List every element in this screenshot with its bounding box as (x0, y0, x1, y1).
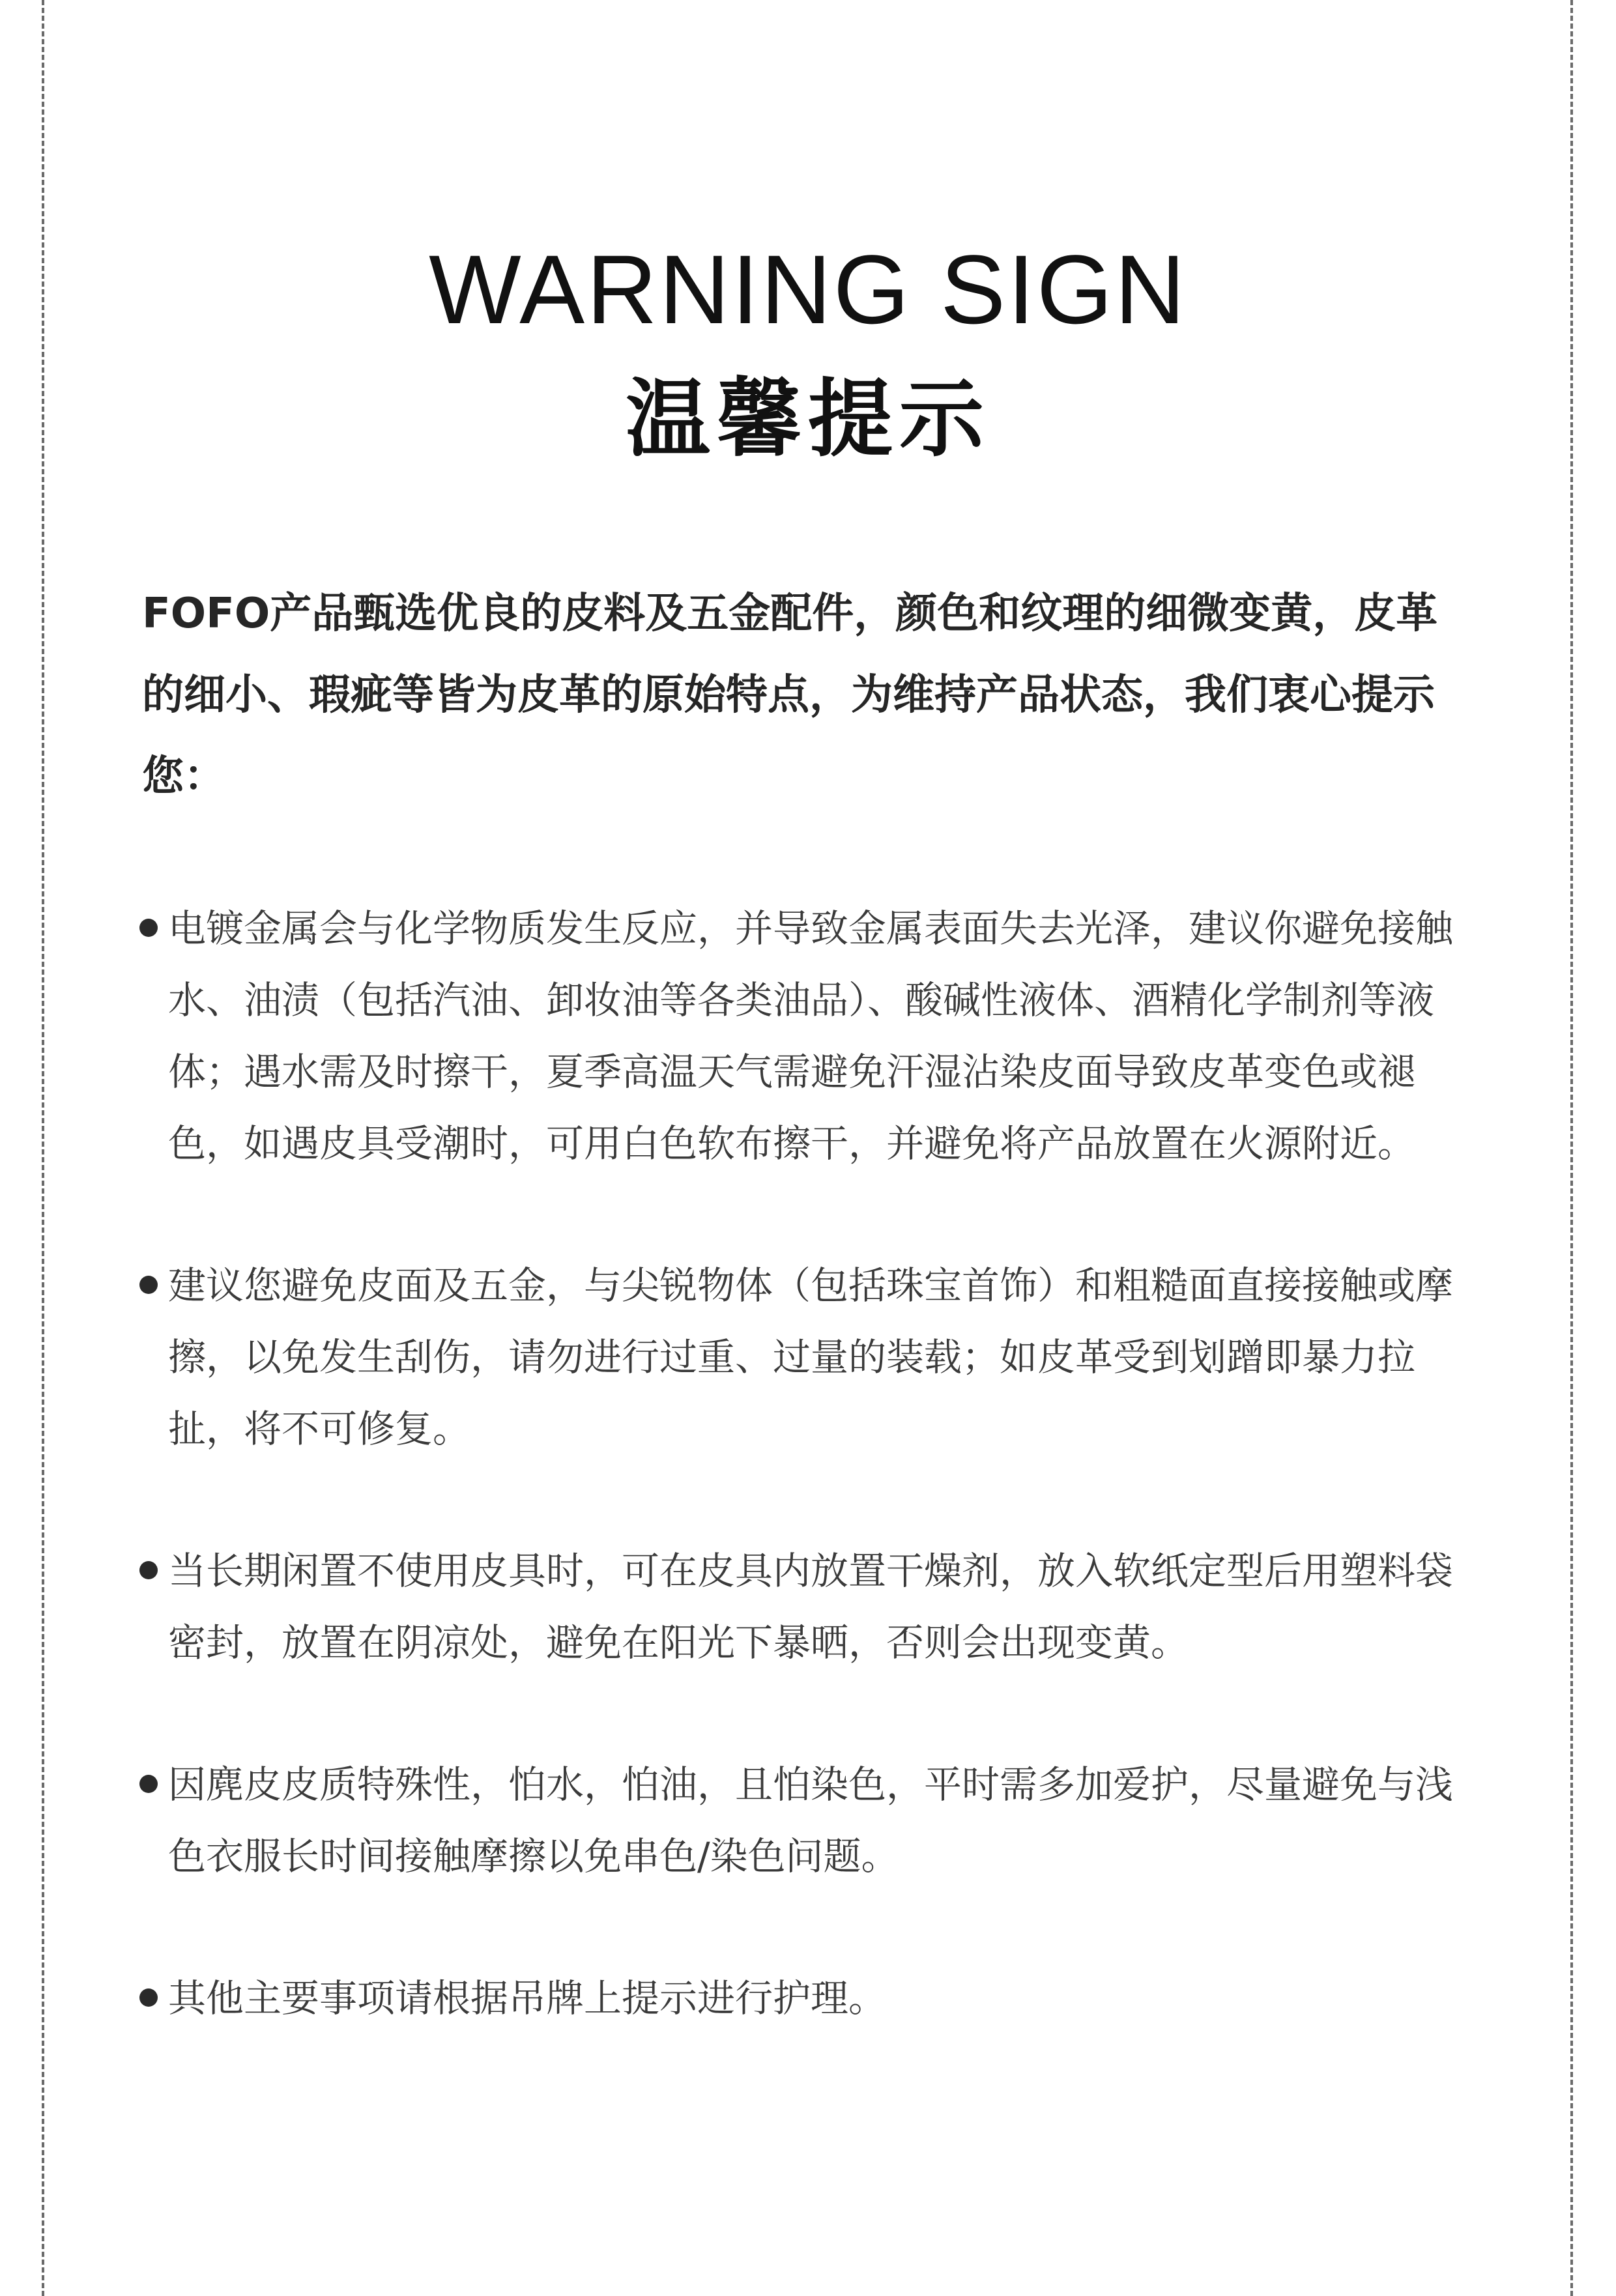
bullet-dot-icon (139, 1276, 158, 1294)
dashed-border-right (1570, 0, 1573, 2296)
care-note-text: 其他主要事项请根据吊牌上提示进行护理。 (168, 1976, 887, 2020)
care-note-suede (139, 1749, 1475, 1892)
page-title-chinese: 温馨提示 (625, 369, 990, 468)
care-note-plating (139, 893, 1475, 1179)
care-note-scratches (139, 1250, 1475, 1465)
bullet-dot-icon (139, 1561, 158, 1579)
intro-paragraph: FOFO产品甄选优良的皮料及五金配件，颜色和纹理的细微变黄，皮革的细小、瑕疵等皆为皮革的原始特点，为维持产品状态，我们衷心提示您： (142, 590, 1438, 801)
dashed-border-left (42, 0, 44, 2296)
care-note-text: 电镀金属会与化学物质发生反应，并导致金属表面失去光泽，建议你避免接触水、油渍（包括汽油、卸妆油等各类油品）、酸碱性液体、酒精化学制剂等液体；遇水需及时擦干，夏季高温天气需避免汗湿沾染皮面导致皮革变色或褪色，如遇皮具受潮时，可用白色软布擦干，并避免将产品放置在火源附近。 (168, 906, 1454, 1166)
care-note-text: 建议您避免皮面及五金，与尖锐物体（包括珠宝首饰）和粗糙面直接接触或摩擦，以免发生刮伤，请勿进行过重、过量的装载；如皮革受到划蹭即暴力拉扯，将不可修复。 (168, 1263, 1454, 1451)
care-note-text: 因麂皮皮质特殊性，怕水，怕油，且怕染色，平时需多加爱护，尽量避免与浅色衣服长时间接触摩擦以免串色/染色问题。 (168, 1762, 1454, 1878)
care-note-text: 当长期闲置不使用皮具时，可在皮具内放置干燥剂，放入软纸定型后用塑料袋密封，放置在阴凉处，避免在阳光下暴晒，否则会出现变黄。 (168, 1549, 1454, 1665)
bullet-dot-icon (139, 919, 158, 937)
bullet-dot-icon (139, 1775, 158, 1793)
care-notes-list (139, 893, 1475, 2104)
page-title-english: WARNING SIGN (429, 234, 1187, 344)
care-note-storage (139, 1535, 1475, 1678)
care-note-hangtag (139, 1962, 1475, 2034)
bullet-dot-icon (139, 1988, 158, 2007)
